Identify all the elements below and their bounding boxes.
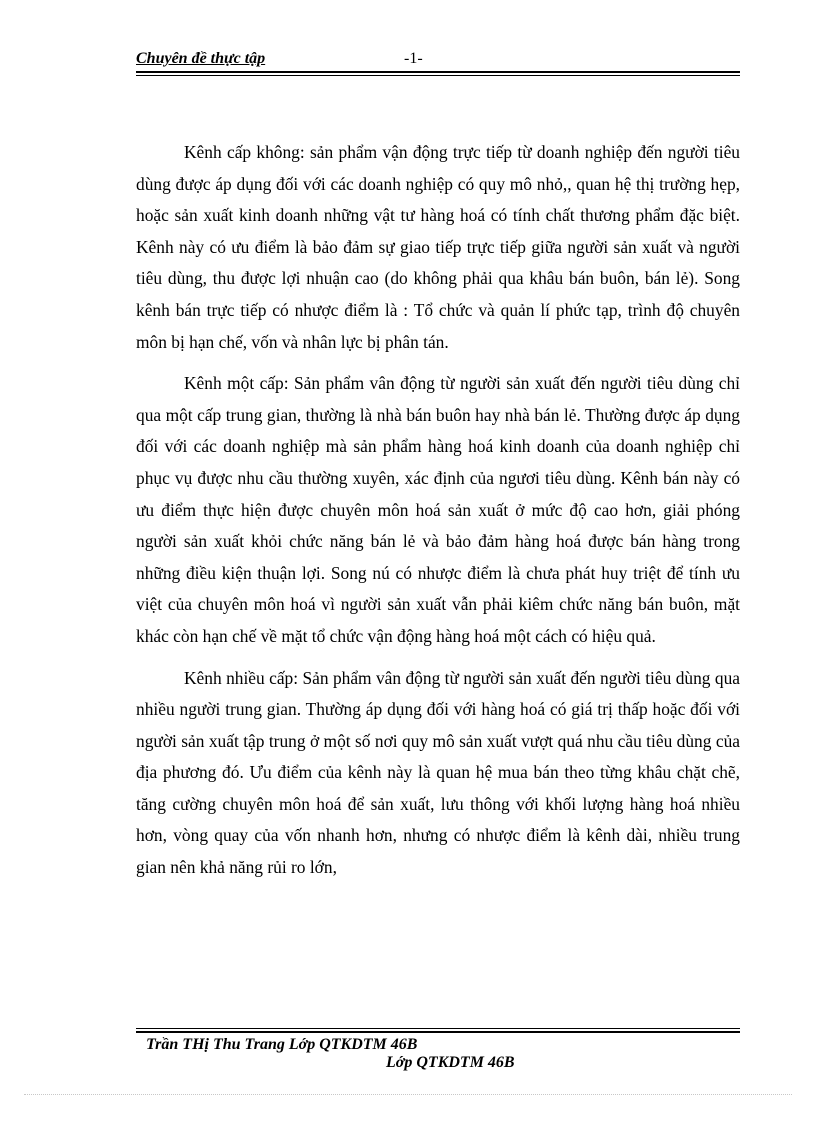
footer-author-class: Trần THị Thu Trang Lớp QTKDTM 46B <box>146 1036 418 1053</box>
page-header <box>136 50 740 72</box>
page-number: -1- <box>404 50 423 67</box>
footer-class: Lớp QTKDTM 46B <box>386 1054 515 1071</box>
document-title: Chuyên đề thực tập <box>136 50 266 67</box>
paragraph-kenh-cap-khong: Kênh cấp không: sản phẩm vận động trực tiếp từ doanh nghiệp đến người tiêu dùng được áp dụng đối với các doanh nghiệp có quy mô nhỏ,, quan hệ thị trường hẹp, hoặc sản xuất kinh doanh những vật tư hàng hoá có tính chất thương phẩm đặc biệt. Kênh này có ưu điểm là bảo đảm sự giao tiếp trực tiếp giữa người sản xuất và người tiêu dùng, thu được lợi nhuận cao (do không phải qua khâu bán buôn, bán lẻ). Song kênh bán trực tiếp có nhược điểm là : Tổ chức và quản lí phức tạp, trình độ chuyên môn bị hạn chế, vốn và nhân lực bị phân tán. <box>136 142 740 352</box>
footer-rule-thick <box>136 1031 740 1033</box>
paragraph-kenh-mot-cap: Kênh một cấp: Sản phẩm vân động từ người sản xuất đến người tiêu dùng chỉ qua một cấp trung gian, thường là nhà bán buôn hay nhà bán lẻ. Thường được áp dụng đối với các doanh nghiệp mà sản phẩm hàng hoá kinh doanh của doanh nghiệp chỉ phục vụ được nhu cầu thường xuyên, xác định của ngươi tiêu dùng. Kênh bán này có ưu điểm thực hiện được chuyên môn hoá sản xuất ở mức độ cao hơn, giải phóng người sản xuất khỏi chức năng bán lẻ và bảo đảm hàng hoá được bán hàng trong những điều kiện thuận lợi. Song nú có nhược điểm là chưa phát huy triệt để tính ưu việt của chuyên môn hoá vì người sản xuất vẫn phải kiêm chức năng bán buôn, mặt khác còn hạn chế về mặt tổ chức vận động hàng hoá một cách có hiệu quả. <box>136 373 740 646</box>
body-text <box>136 137 740 894</box>
header-rule-thick <box>136 71 740 73</box>
page-bottom-dotted-divider <box>24 1094 792 1095</box>
paragraph-kenh-nhieu-cap: Kênh nhiều cấp: Sản phẩm vân động từ người sản xuất đến người tiêu dùng qua nhiều người trung gian. Thường áp dụng đối với hàng hoá có giá trị thấp hoặc đối với người sản xuất tập trung ở một số nơi quy mô sản xuất vượt quá nhu cầu tiêu dùng của địa phương đó. Ưu điểm của kênh này là quan hệ mua bán theo từng khâu chặt chẽ, tăng cường chuyên môn hoá để sản xuất, lưu thông với khối lượng hàng hoá nhiều hơn, vòng quay của vốn nhanh hơn, nhưng có nhược điểm là kênh dài, nhiều trung gian nên khả năng rủi ro lớn, <box>136 667 740 878</box>
footer-rule-thin <box>136 1028 740 1029</box>
header-rule-thin <box>136 75 740 76</box>
